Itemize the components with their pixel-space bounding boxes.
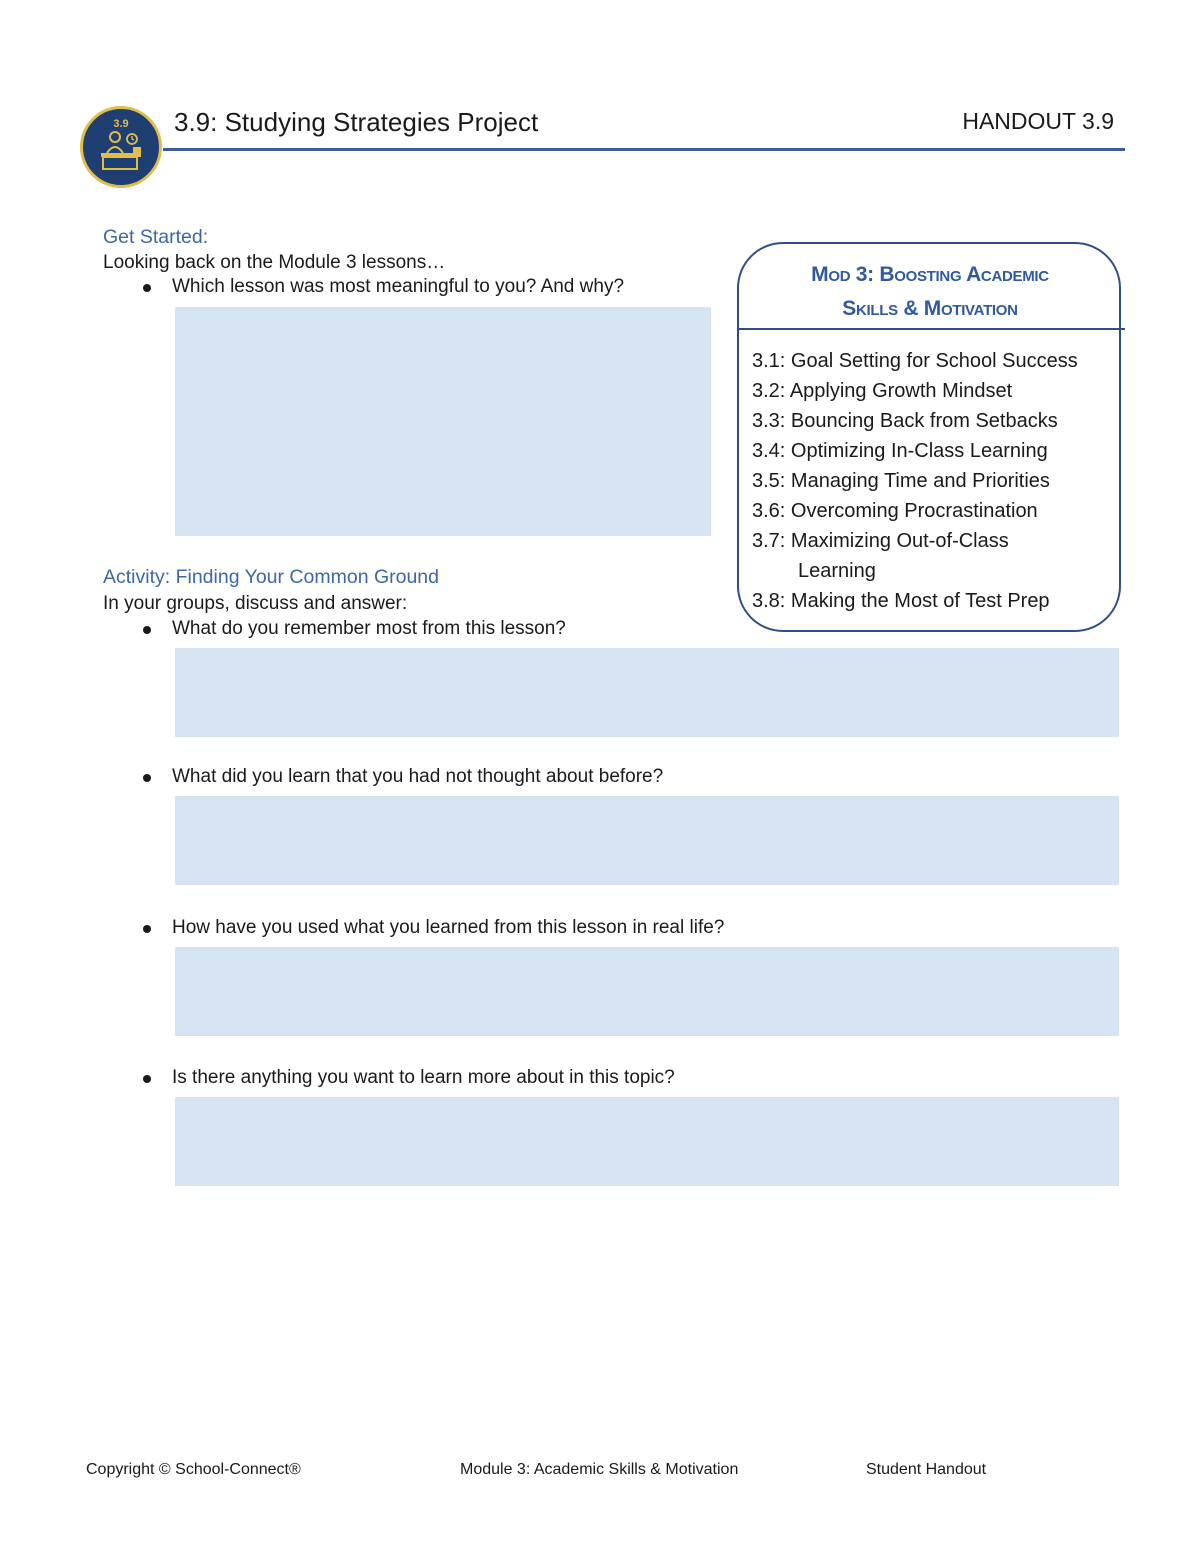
question-real-life: How have you used what you learned from this lesson in real life? (140, 917, 724, 939)
activity-heading: Activity: Finding Your Common Ground (103, 566, 439, 588)
footer-copyright: Copyright © School-Connect® (86, 1461, 301, 1478)
list-item: 3.5: Managing Time and Priorities (752, 470, 1050, 492)
teacher-desk-icon (83, 109, 159, 185)
badge-number: 3.9 (113, 118, 129, 130)
question-meaningful-lesson: Which lesson was most meaningful to you? And why? (140, 276, 624, 298)
answer-box-meaningful-lesson[interactable] (175, 307, 711, 536)
list-item: Learning (798, 560, 876, 582)
module-title-line1: Mod 3: Boosting Academic (811, 263, 1049, 286)
list-item: 3.4: Optimizing In-Class Learning (752, 440, 1048, 462)
answer-box-learned-new[interactable] (175, 796, 1119, 885)
list-item: 3.3: Bouncing Back from Setbacks (752, 410, 1058, 432)
lesson-badge-logo (80, 106, 162, 188)
list-item: 3.8: Making the Most of Test Prep (752, 590, 1050, 612)
get-started-intro: Looking back on the Module 3 lessons… (103, 252, 446, 273)
activity-intro: In your groups, discuss and answer: (103, 593, 408, 614)
get-started-heading: Get Started: (103, 226, 209, 248)
answer-box-real-life[interactable] (175, 947, 1119, 1036)
handout-label: HANDOUT 3.9 (962, 108, 1114, 134)
module-title (740, 258, 1120, 326)
question-learned-new: What did you learn that you had not thought about before? (140, 766, 663, 788)
list-item: 3.6: Overcoming Procrastination (752, 500, 1038, 522)
header-divider (163, 148, 1125, 151)
footer-module: Module 3: Academic Skills & Motivation (460, 1461, 739, 1478)
footer-doc-type: Student Handout (866, 1461, 987, 1478)
page-title: 3.9: Studying Strategies Project (174, 107, 539, 137)
question-remember-most: What do you remember most from this lesson? (140, 618, 566, 640)
module-title-line2: Skills & Motivation (842, 297, 1018, 320)
module-divider (739, 328, 1125, 330)
list-item: 3.1: Goal Setting for School Success (752, 350, 1078, 372)
answer-box-remember-most[interactable] (175, 648, 1119, 737)
answer-box-learn-more[interactable] (175, 1097, 1119, 1186)
list-item: 3.2: Applying Growth Mindset (752, 380, 1013, 402)
lesson-list (752, 346, 1078, 616)
list-item: 3.7: Maximizing Out-of-Class (752, 530, 1009, 552)
question-learn-more: Is there anything you want to learn more about in this topic? (140, 1067, 675, 1089)
